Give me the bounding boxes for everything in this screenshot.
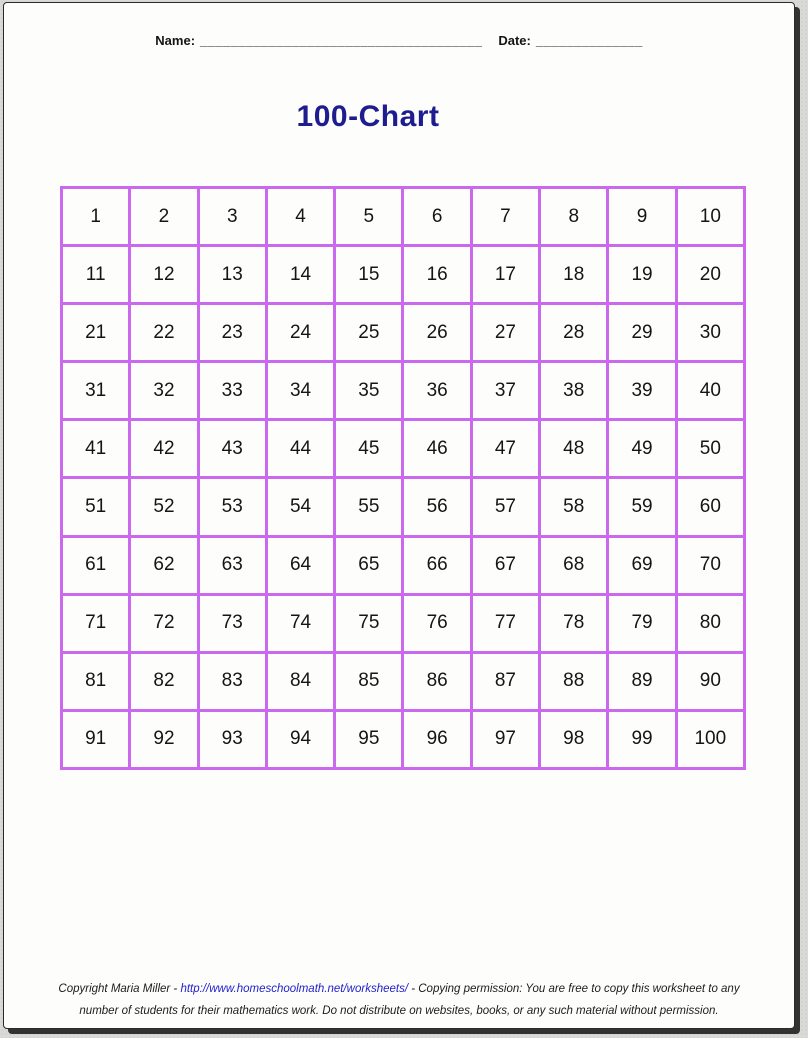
grid-cell: 88: [540, 652, 608, 710]
grid-cell: 61: [62, 536, 130, 594]
grid-cell: 14: [266, 246, 334, 304]
grid-cell: 59: [608, 478, 676, 536]
grid-cell: 66: [403, 536, 471, 594]
grid-cell: 2: [130, 188, 198, 246]
grid-cell: 84: [266, 652, 334, 710]
grid-cell: 45: [335, 420, 403, 478]
grid-cell: 26: [403, 304, 471, 362]
grid-cell: 99: [608, 710, 676, 768]
name-date-row: [4, 33, 794, 48]
grid-cell: 43: [198, 420, 266, 478]
grid-cell: 93: [198, 710, 266, 768]
grid-cell: 72: [130, 594, 198, 652]
worksheet-page: [3, 2, 795, 1029]
grid-cell: 24: [266, 304, 334, 362]
grid-cell: 97: [471, 710, 539, 768]
grid-cell: 13: [198, 246, 266, 304]
grid-cell: 19: [608, 246, 676, 304]
footer-permission-text: - Copying permission: You are free to copy this worksheet to any: [408, 983, 740, 995]
copyright-footer: [4, 978, 794, 1022]
grid-cell: 32: [130, 362, 198, 420]
grid-cell: 73: [198, 594, 266, 652]
grid-cell: 64: [266, 536, 334, 594]
grid-cell: 87: [471, 652, 539, 710]
grid-cell: 55: [335, 478, 403, 536]
grid-cell: 39: [608, 362, 676, 420]
name-blank-line[interactable]: _____________________________________: [200, 33, 483, 48]
grid-cell: 67: [471, 536, 539, 594]
page-title: 100-Chart: [296, 100, 440, 133]
grid-cell: 63: [198, 536, 266, 594]
grid-cell: 31: [62, 362, 130, 420]
grid-row: [62, 420, 745, 478]
grid-cell: 58: [540, 478, 608, 536]
grid-cell: 62: [130, 536, 198, 594]
grid-cell: 70: [676, 536, 744, 594]
grid-cell: 80: [676, 594, 744, 652]
grid-cell: 79: [608, 594, 676, 652]
grid-row: [62, 246, 745, 304]
grid-cell: 82: [130, 652, 198, 710]
grid-cell: 23: [198, 304, 266, 362]
hundred-chart-table: [60, 186, 746, 770]
grid-cell: 69: [608, 536, 676, 594]
grid-cell: 100: [676, 710, 744, 768]
grid-row: [62, 536, 745, 594]
grid-cell: 98: [540, 710, 608, 768]
grid-cell: 4: [266, 188, 334, 246]
grid-cell: 49: [608, 420, 676, 478]
grid-cell: 48: [540, 420, 608, 478]
grid-cell: 76: [403, 594, 471, 652]
grid-cell: 47: [471, 420, 539, 478]
grid-row: [62, 188, 745, 246]
grid-cell: 9: [608, 188, 676, 246]
grid-cell: 89: [608, 652, 676, 710]
grid-row: [62, 594, 745, 652]
grid-cell: 33: [198, 362, 266, 420]
grid-cell: 29: [608, 304, 676, 362]
grid-cell: 36: [403, 362, 471, 420]
grid-cell: 38: [540, 362, 608, 420]
grid-cell: 22: [130, 304, 198, 362]
grid-cell: 15: [335, 246, 403, 304]
name-label: Name:: [155, 33, 196, 48]
grid-cell: 90: [676, 652, 744, 710]
grid-cell: 44: [266, 420, 334, 478]
grid-cell: 78: [540, 594, 608, 652]
grid-cell: 50: [676, 420, 744, 478]
grid-row: [62, 710, 745, 768]
grid-cell: 94: [266, 710, 334, 768]
date-label: Date:: [498, 33, 531, 48]
grid-cell: 75: [335, 594, 403, 652]
grid-cell: 41: [62, 420, 130, 478]
grid-cell: 40: [676, 362, 744, 420]
grid-cell: 91: [62, 710, 130, 768]
grid-cell: 18: [540, 246, 608, 304]
grid-cell: 83: [198, 652, 266, 710]
grid-cell: 86: [403, 652, 471, 710]
grid-cell: 11: [62, 246, 130, 304]
grid-cell: 95: [335, 710, 403, 768]
grid-cell: 10: [676, 188, 744, 246]
grid-cell: 65: [335, 536, 403, 594]
grid-cell: 85: [335, 652, 403, 710]
grid-cell: 57: [471, 478, 539, 536]
grid-row: [62, 304, 745, 362]
grid-cell: 53: [198, 478, 266, 536]
grid-cell: 37: [471, 362, 539, 420]
grid-cell: 5: [335, 188, 403, 246]
date-blank-line[interactable]: ______________: [535, 33, 643, 48]
grid-cell: 56: [403, 478, 471, 536]
grid-cell: 68: [540, 536, 608, 594]
grid-cell: 25: [335, 304, 403, 362]
grid-cell: 52: [130, 478, 198, 536]
grid-cell: 28: [540, 304, 608, 362]
grid-cell: 27: [471, 304, 539, 362]
grid-cell: 35: [335, 362, 403, 420]
grid-cell: 17: [471, 246, 539, 304]
grid-cell: 81: [62, 652, 130, 710]
grid-cell: 42: [130, 420, 198, 478]
footer-copyright-text: Copyright Maria Miller -: [58, 983, 181, 995]
hundred-chart-body: [62, 188, 745, 769]
grid-cell: 46: [403, 420, 471, 478]
grid-cell: 3: [198, 188, 266, 246]
grid-row: [62, 362, 745, 420]
grid-cell: 77: [471, 594, 539, 652]
grid-cell: 54: [266, 478, 334, 536]
homeschoolmath-link[interactable]: http://www.homeschoolmath.net/worksheets/: [180, 983, 409, 995]
grid-cell: 71: [62, 594, 130, 652]
grid-row: [62, 478, 745, 536]
grid-cell: 96: [403, 710, 471, 768]
grid-cell: 60: [676, 478, 744, 536]
grid-cell: 7: [471, 188, 539, 246]
footer-line-1: [4, 978, 794, 1000]
grid-cell: 74: [266, 594, 334, 652]
grid-cell: 30: [676, 304, 744, 362]
grid-cell: 51: [62, 478, 130, 536]
footer-line-2: number of students for their mathematics work. Do not distribute on websites, books, or any such material without permission.: [79, 1005, 719, 1017]
grid-cell: 16: [403, 246, 471, 304]
grid-cell: 1: [62, 188, 130, 246]
grid-cell: 8: [540, 188, 608, 246]
grid-cell: 92: [130, 710, 198, 768]
grid-cell: 20: [676, 246, 744, 304]
grid-row: [62, 652, 745, 710]
grid-cell: 12: [130, 246, 198, 304]
grid-cell: 6: [403, 188, 471, 246]
grid-cell: 21: [62, 304, 130, 362]
grid-cell: 34: [266, 362, 334, 420]
